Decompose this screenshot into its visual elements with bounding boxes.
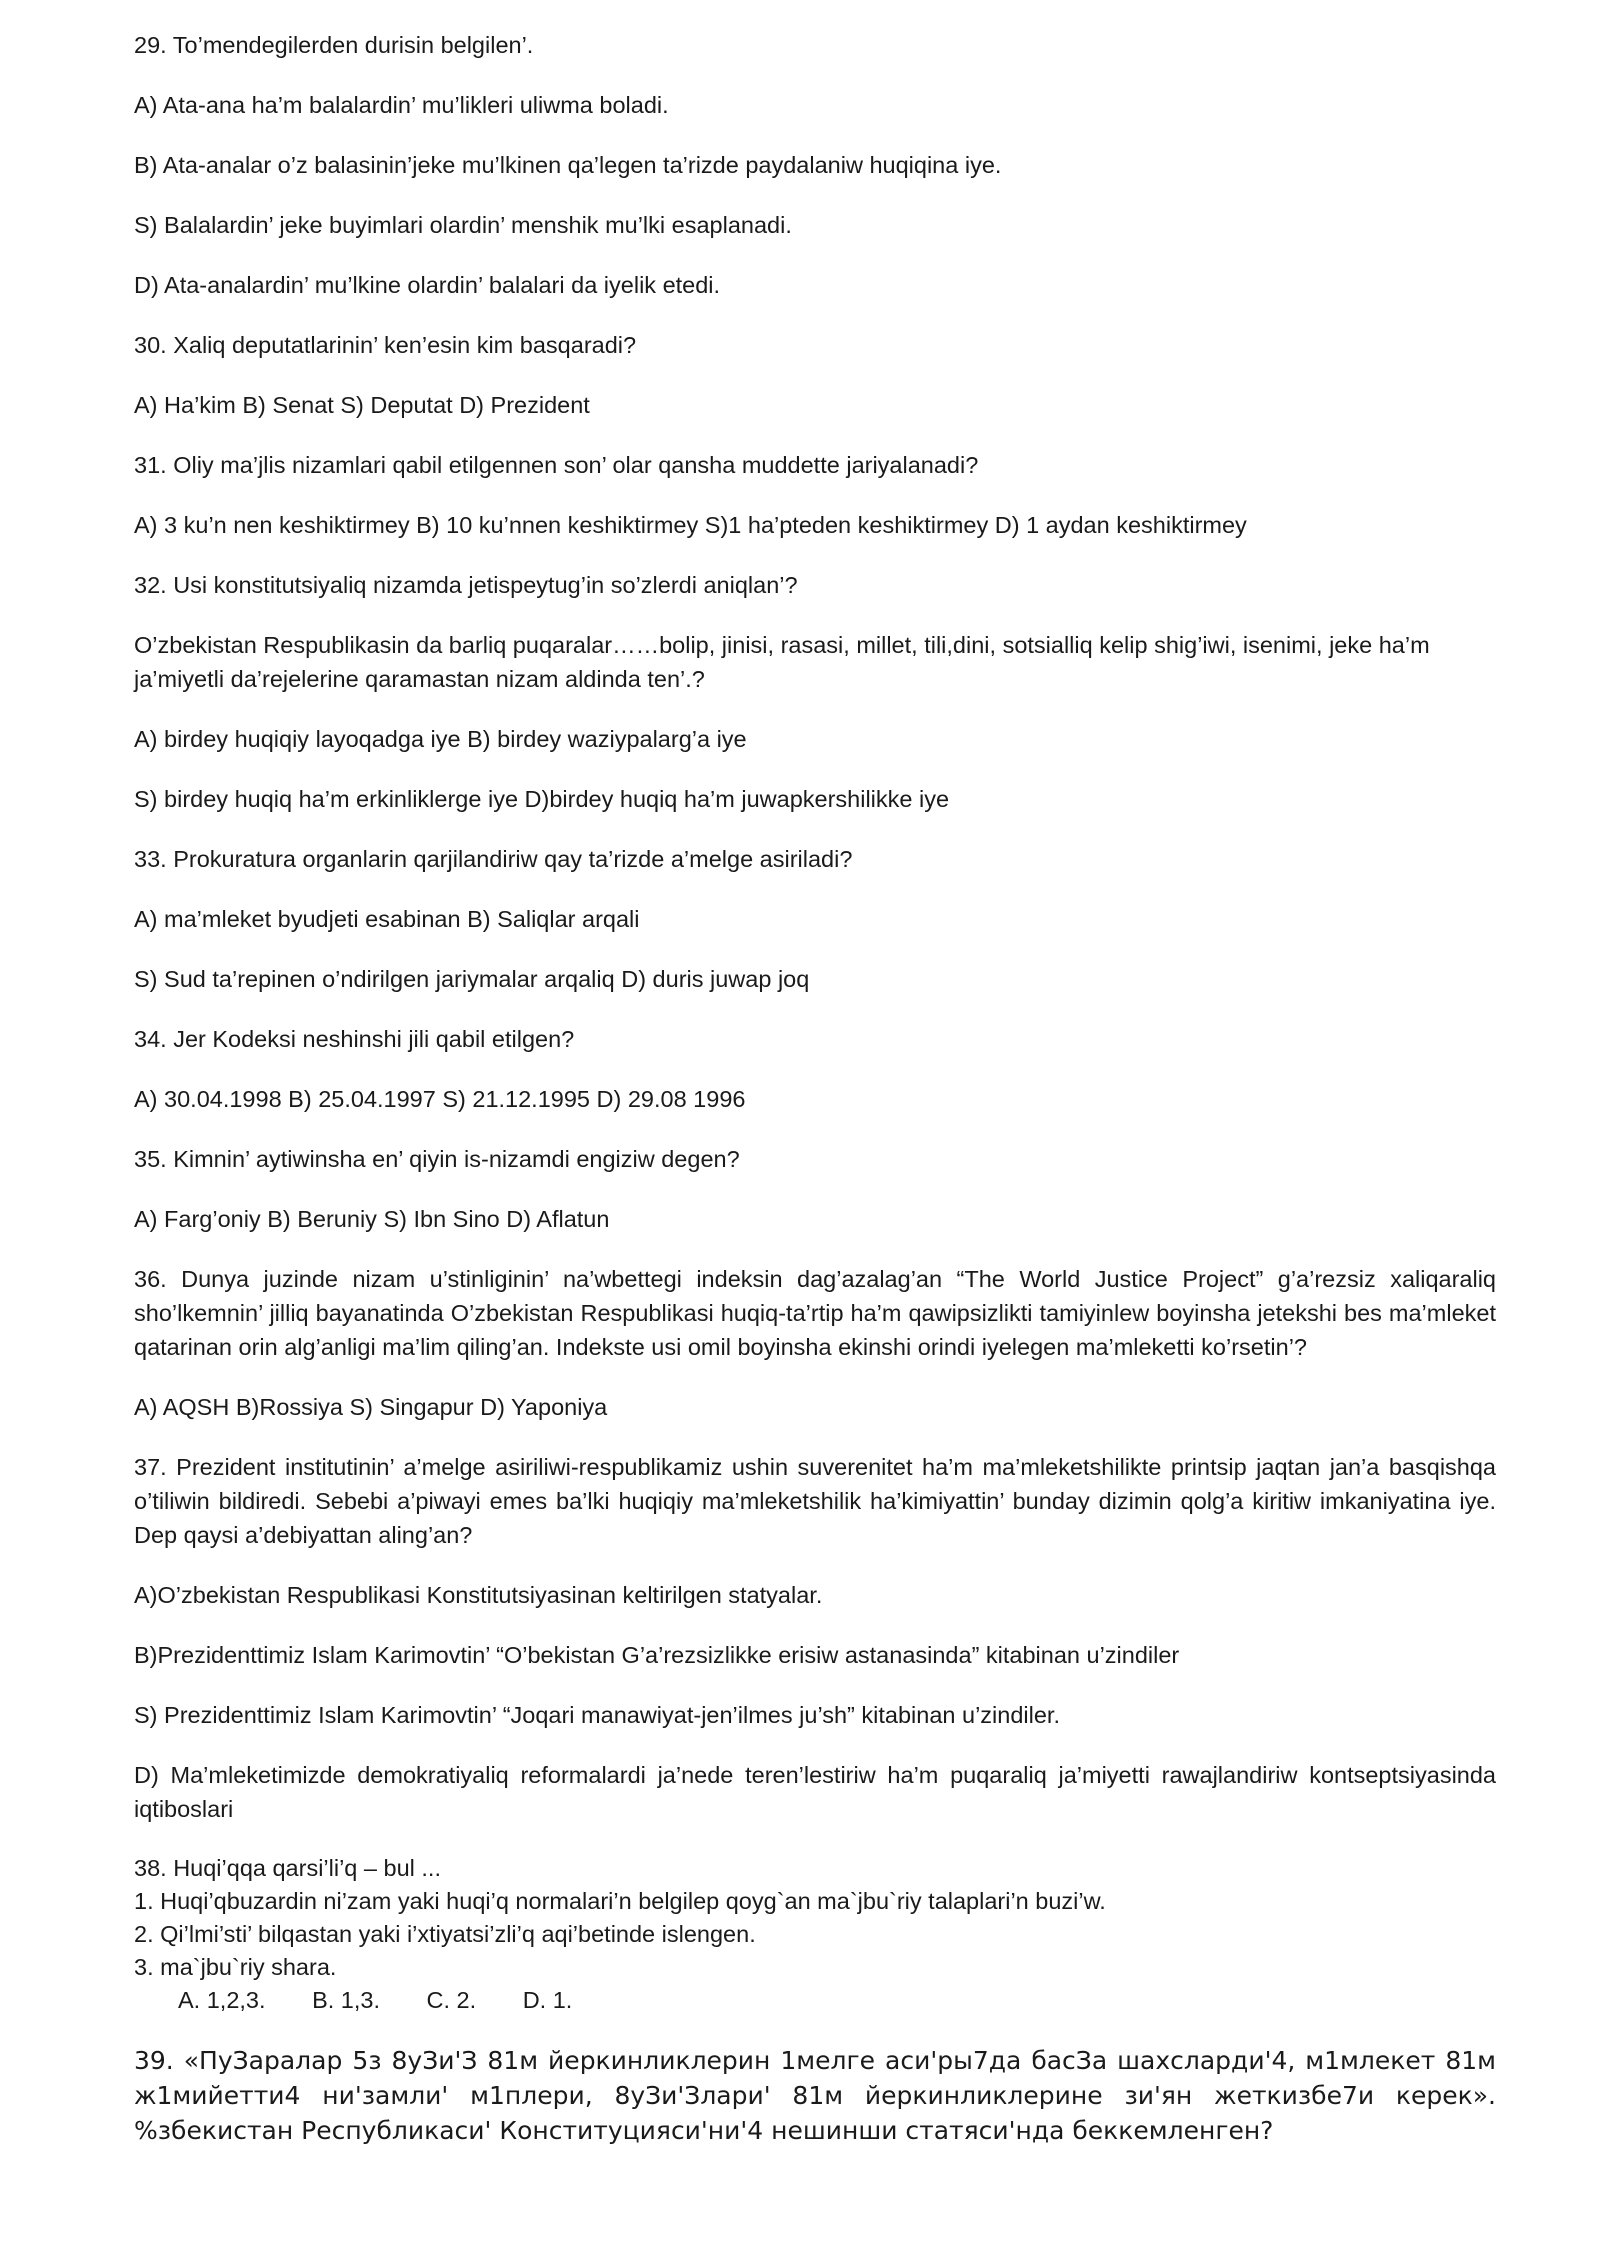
answer-option-a: A)O’zbekistan Respublikasi Konstitutsiyasinan keltirilgen statyalar. [134,1582,823,1608]
question-36 [134,1262,1496,1424]
answer-options: A) 3 ku’n nen keshiktirmey B) 10 ku’nnen keshiktirmey S)1 ha’pteden keshiktirmey D) 1 aydan keshiktirmey [134,512,1247,538]
question-text: 38. Huqi’qqa qarsi’li’q – bul ... [134,1855,441,1881]
question-passage: O’zbekistan Respublikasin da barliq puqaralar……bolip, jinisi, rasasi, millet, tili,dini, sotsialliq kelip shig’iwi, isenimi, jeke ha’m ja’miyetli da’rejelerine qaramastan nizam aldinda ten’.? [134,632,1430,692]
question-text: 32. Usi konstitutsiyaliq nizamda jetispeytug’in so’zlerdi aniqlan’? [134,572,798,598]
question-39 [134,2043,1496,2148]
question-30 [134,328,1496,422]
answer-option-d: D) Ata-analardin’ mu’lkine olardin’ balalari da iyelik etedi. [134,272,721,298]
question-text: 35. Kimnin’ aytiwinsha en’ qiyin is-nizamdi engiziw degen? [134,1146,740,1172]
answer-options-ab: A) ma’mleket byudjeti esabinan B) Saliqlar arqali [134,906,640,932]
question-33 [134,842,1496,996]
question-text: 37. Prezident institutinin’ a’melge asiriliwi-respublikamiz ushin suverenitet ha’m ma’mleketshilikte printsip jaqtan jan’a basqishqa o’tiliwin bildiredi. Sebebi a’piwayi emes ba’lki huqiqiy ma’mleketshilik ha’kimiyattin’ bunday dizimin qolg’a kiritiw imkaniyatina iye. Dep qaysi a’debiyattan aling’an? [134,1454,1496,1548]
answer-choices [134,1984,1496,2017]
question-37 [134,1450,1496,1826]
question-text: 30. Xaliq deputatlarinin’ ken’esin kim basqaradi? [134,332,637,358]
question-31 [134,448,1496,542]
question-text: 29. To’mendegilerden durisin belgilen’. [134,32,534,58]
answer-options-ab: A) birdey huqiqiy layoqadga iye B) birdey waziypalarg’a iye [134,726,747,752]
question-38 [134,1852,1496,2017]
answer-option-a: A) Ata-ana ha’m balalardin’ mu’likleri uliwma boladi. [134,92,669,118]
choice-b: B. 1,3. [312,1987,380,2013]
answer-option-s: S) Balalardin’ jeke buyimlari olardin’ menshik mu’lki esaplanadi. [134,212,792,238]
answer-option-b: B) Ata-analar o’z balasinin’jeke mu’lkinen qa’legen ta’rizde paydalaniw huqiqina iye. [134,152,1002,178]
question-text: 34. Jer Kodeksi neshinshi jili qabil etilgen? [134,1026,575,1052]
question-text: 31. Oliy ma’jlis nizamlari qabil etilgennen son’ olar qansha muddette jariyalanadi? [134,452,979,478]
answer-option-d: D) Ma’mleketimizde demokratiyaliq reformalardi ja’nede teren’lestiriw ha’m puqaraliq ja’miyetti rawajlandiriw kontseptsiyasinda iqtiboslari [134,1762,1496,1822]
list-item: 3. ma`jbu`riy shara. [134,1954,337,1980]
choice-d: D. 1. [522,1987,573,2013]
answer-options-sd: S) birdey huqiq ha’m erkinliklerge iye D)birdey huqiq ha’m juwapkershilikke iye [134,786,950,812]
question-35 [134,1142,1496,1236]
answer-options: A) 30.04.1998 B) 25.04.1997 S) 21.12.1995 D) 29.08 1996 [134,1086,746,1112]
question-text: 33. Prokuratura organlarin qarjilandiriw qay ta’rizde a’melge asiriladi? [134,846,853,872]
document-page [134,28,1496,2173]
answer-option-s: S) Prezidenttimiz Islam Karimovtin’ “Joqari manawiyat-jen’ilmes ju’sh” kitabinan u’zindiler. [134,1702,1060,1728]
list-item: 2. Qi’lmi’sti’ bilqastan yaki i’xtiyatsi’zli’q aqi’betinde islengen. [134,1921,756,1947]
answer-options: A) Ha’kim B) Senat S) Deputat D) Prezident [134,392,590,418]
question-text: 39. «ПуЗаралар 5з 8уЗи'З 81м йеркинликлерин 1мелге аси'ры7да басЗа шахсларди'4, м1млекет 81м ж1мийетти4 ни'замли' м1плери, 8уЗи'Злари' 81м йеркинликлерине зи'ян жеткизбе7и керек». %збекистан Республикаси' Конституцияси'ни'4 нешинши статяси'нда беккемленген? [134,2046,1496,2145]
answer-options-sd: S) Sud ta’repinen o’ndirilgen jariymalar arqaliq D) duris juwap joq [134,966,810,992]
question-29 [134,28,1496,302]
question-text: 36. Dunya juzinde nizam u’stinliginin’ na’wbettegi indeksin dag’azalag’an “The World Justice Project” g’a’rezsiz xaliqaraliq sho’lkemnin’ jilliq bayanatinda O’zbekistan Respublikasi huqiq-ta’rtip ha’m qawipsizlikti tamiyinlew boyinsha jetekshi bes ma’mleket qatarinan orin alg’anligi ma’lim qiling’an. Indekste usi omil boyinsha ekinshi orindi iyelegen ma’mleketti ko’rsetin’? [134,1266,1496,1360]
question-34 [134,1022,1496,1116]
choice-c: C. 2. [426,1987,477,2013]
answer-options: A) Farg’oniy B) Beruniy S) Ibn Sino D) Aflatun [134,1206,610,1232]
answer-options: A) AQSH B)Rossiya S) Singapur D) Yaponiya [134,1394,608,1420]
answer-option-b: B)Prezidenttimiz Islam Karimovtin’ “O’bekistan G’a’rezsizlikke erisiw astanasinda” kitabinan u’zindiler [134,1642,1180,1668]
question-32 [134,568,1496,816]
list-item: 1. Huqi’qbuzardin ni’zam yaki huqi’q normalari’n belgilep qoyg`an ma`jbu`riy talaplari’n buzi’w. [134,1888,1106,1914]
choice-a: A. 1,2,3. [178,1987,266,2013]
